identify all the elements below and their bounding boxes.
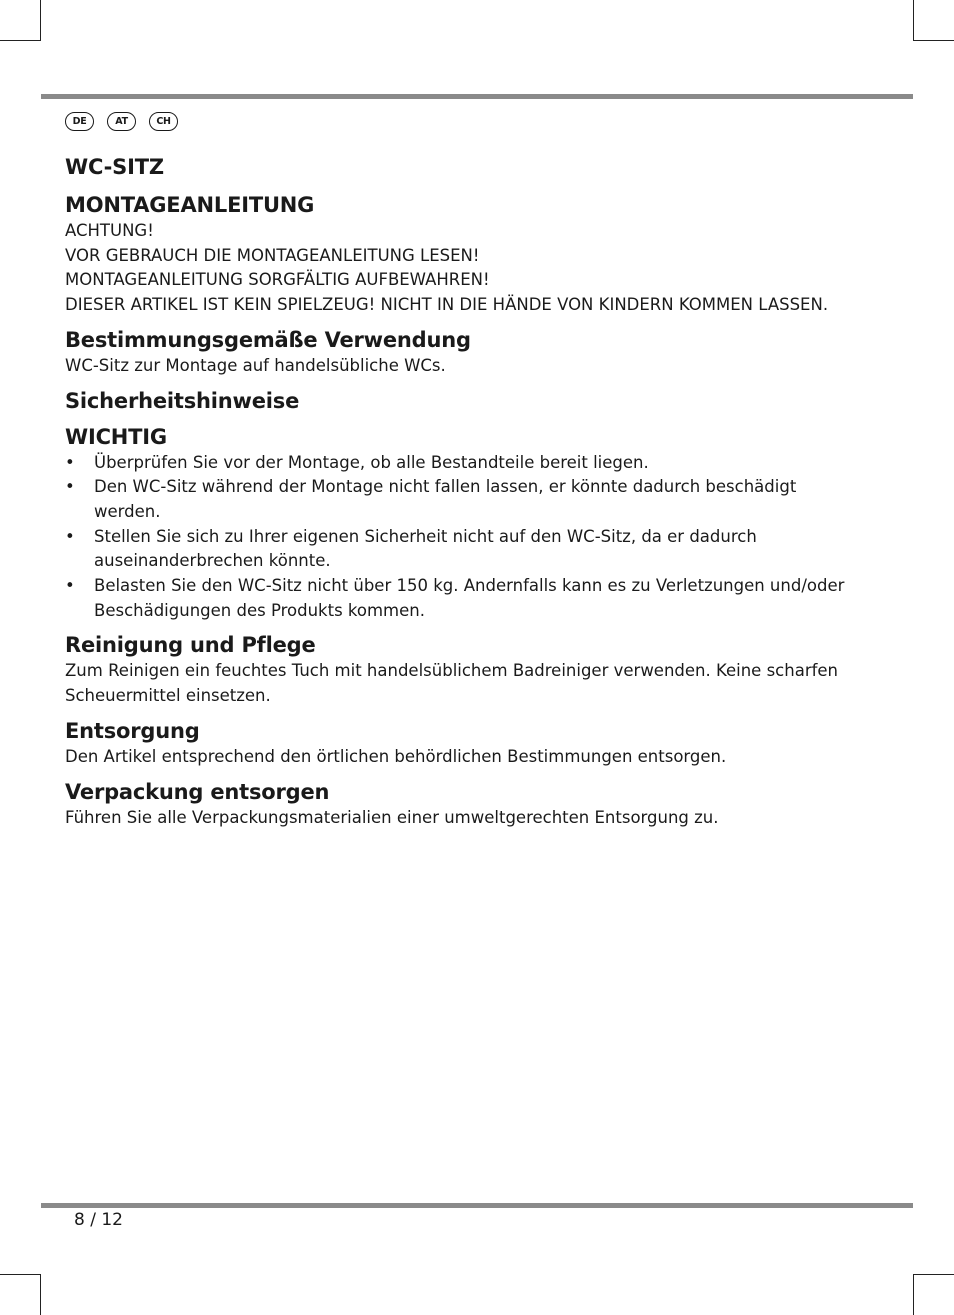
warning-line: VOR GEBRAUCH DIE MONTAGEANLEITUNG LESEN! (65, 245, 480, 265)
crop-mark-bottom-left-v (40, 1274, 41, 1315)
country-badge-at: AT (107, 112, 136, 131)
crop-mark-bottom-right-v (913, 1274, 914, 1315)
crop-mark-top-right-v (913, 0, 914, 41)
crop-mark-bottom-left-h (0, 1274, 41, 1275)
page-number: 8 / 12 (74, 1210, 123, 1230)
packaging-text: Führen Sie alle Verpackungsmaterialien einer umweltgerechten Entsorgung zu. (65, 807, 719, 827)
safety-heading: Sicherheitshinweise (65, 388, 300, 413)
packaging-heading: Verpackung entsorgen (65, 779, 330, 804)
list-item: • Überprüfen Sie vor der Montage, ob alle Bestandteile bereit liegen. (65, 451, 865, 476)
list-item: • Belasten Sie den WC-Sitz nicht über 150 kg. Andernfalls kann es zu Verletzungen und/oder Beschädigungen des Produkts kommen. (65, 574, 865, 623)
document-title: WC-SITZ (65, 155, 164, 179)
warning-line: ACHTUNG! (65, 221, 154, 240)
crop-mark-bottom-right-h (913, 1274, 954, 1275)
crop-mark-top-left-h (0, 40, 41, 41)
warning-block (65, 219, 865, 318)
country-badge-de: DE (65, 112, 94, 131)
intended-use-heading: Bestimmungsgemäße Verwendung (65, 327, 471, 352)
header-rule (41, 94, 913, 99)
disposal-heading: Entsorgung (65, 718, 200, 743)
list-item: • Stellen Sie sich zu Ihrer eigenen Sicherheit nicht auf den WC-Sitz, da er dadurch auseinanderbrechen könnte. (65, 525, 865, 574)
list-item: • Den WC-Sitz während der Montage nicht fallen lassen, er könnte dadurch beschädigt werden. (65, 475, 865, 524)
crop-mark-top-right-h (913, 40, 954, 41)
document-body (65, 153, 865, 830)
country-badges (65, 112, 178, 131)
warning-line: DIESER ARTIKEL IST KEIN SPIELZEUG! NICHT IN DIE HÄNDE VON KINDERN KOMMEN LASSEN. (65, 295, 829, 315)
cleaning-heading: Reinigung und Pflege (65, 633, 316, 658)
warning-line: MONTAGEANLEITUNG SORGFÄLTIG AUFBEWAHREN! (65, 270, 490, 290)
crop-mark-top-left-v (40, 0, 41, 41)
country-badge-ch: CH (149, 112, 178, 131)
disposal-text: Den Artikel entsprechend den örtlichen behördlichen Bestimmungen entsorgen. (65, 746, 727, 766)
cleaning-text: Zum Reinigen ein feuchtes Tuch mit handelsüblichem Badreiniger verwenden. Keine scharfen Scheuermittel einsetzen. (65, 661, 839, 706)
safety-subheading: WICHTIG (65, 424, 167, 449)
document-subtitle: MONTAGEANLEITUNG (65, 193, 315, 217)
intended-use-text: WC-Sitz zur Montage auf handelsübliche WCs. (65, 355, 446, 375)
footer-rule (41, 1203, 913, 1208)
safety-list (65, 451, 865, 624)
